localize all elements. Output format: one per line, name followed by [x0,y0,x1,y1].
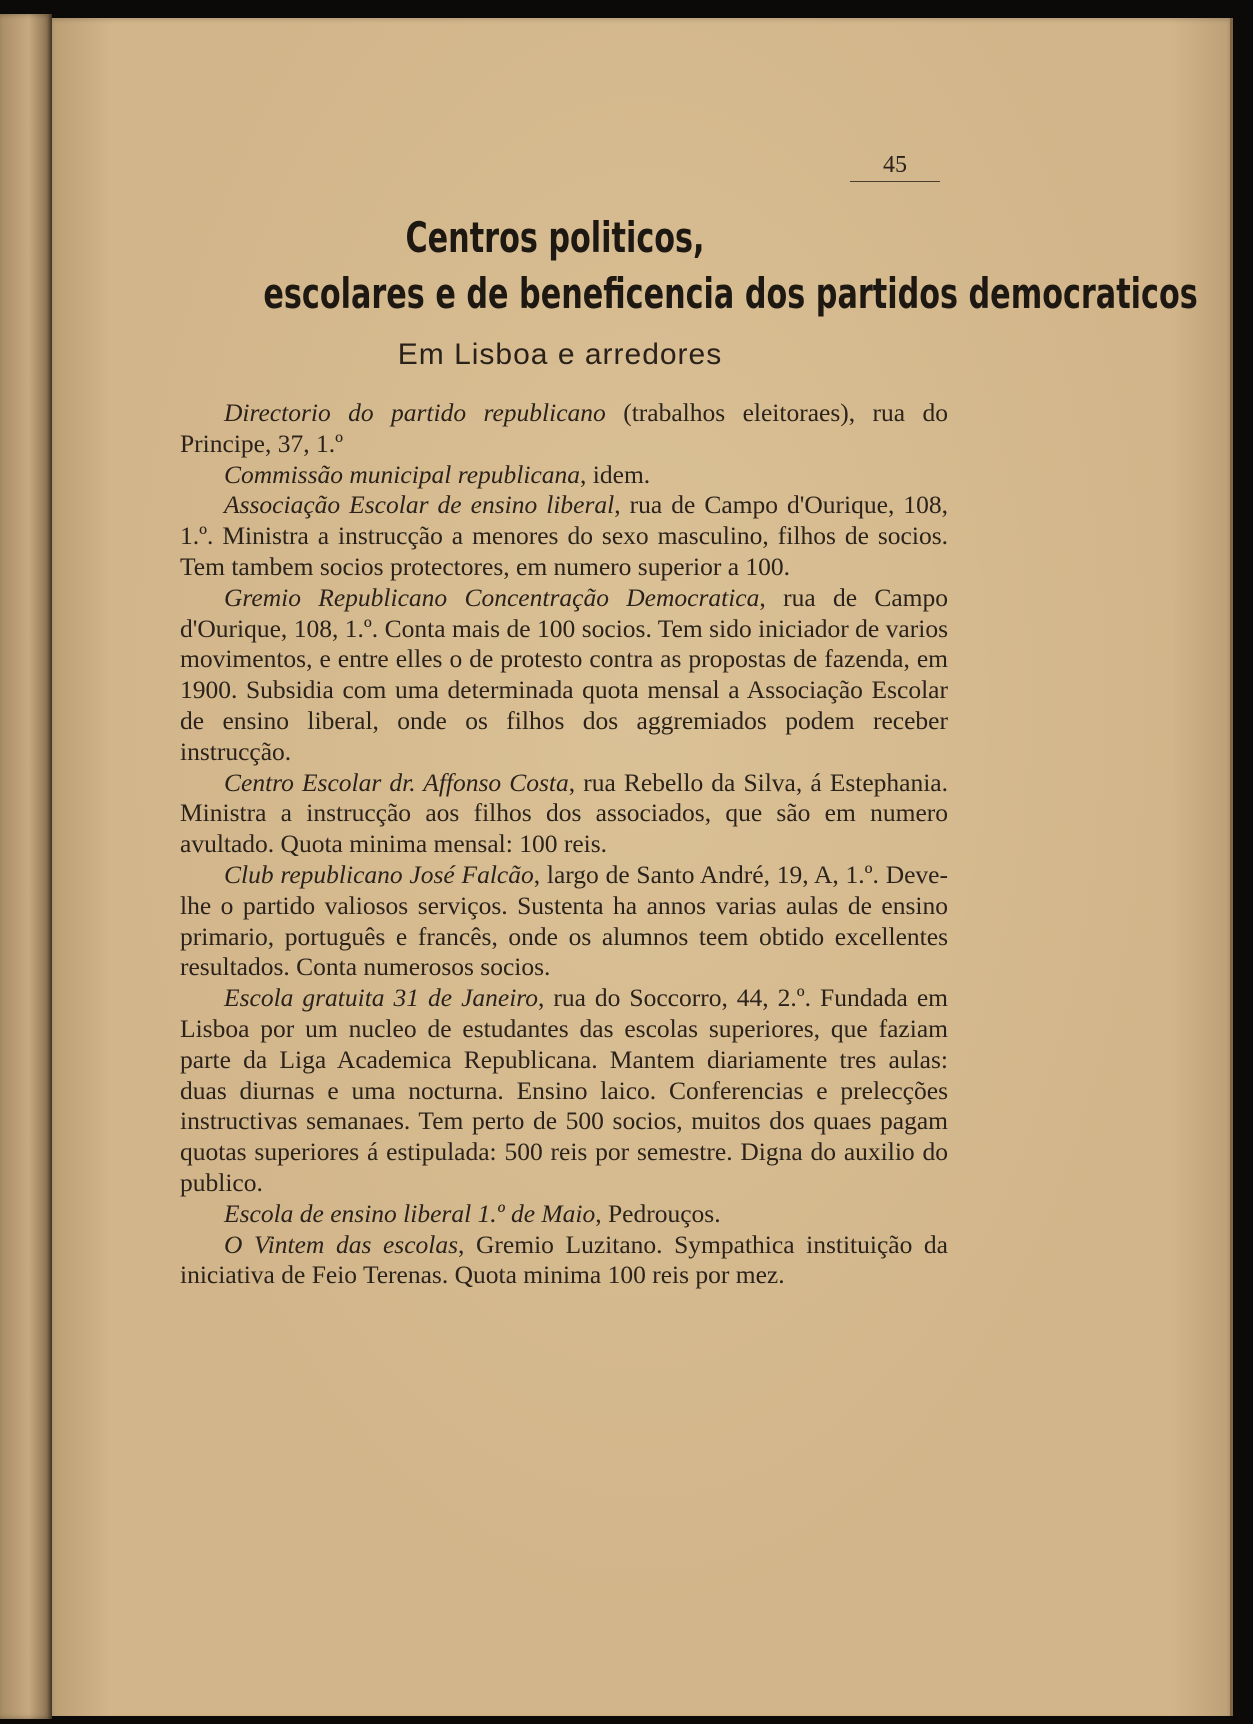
entry-vintem [180,1230,948,1292]
entry-centro-escolar [180,768,948,860]
entry-text: , Gremio Luzitano. Sympathica instituição da iniciativa de Feio Terenas. Quota minima 100 reis por mez. [180,1229,949,1290]
entry-text: , rua Rebello da Silva, á Estephania. Ministra a instrucção aos filhos dos associados, que são em numero avultado. Quota minima mensal: 100 reis. [180,767,948,859]
entry-directorio [180,398,948,460]
entry-associacao [180,490,948,582]
entry-text: , largo de Santo André, 19, A, 1.º. Deve-lhe o partido valiosos serviços. Sustenta ha annos varias aulas de ensino primario, português e francês, onde os alumnos teem obtido excellentes resultados. Conta numerosos socios. [180,859,948,982]
entry-text: , rua do Soccorro, 44, 2.º. Fundada em Lisboa por um nucleo de estudantes das escolas superiores, que faziam parte da Liga Academica Republicana. Mantem diariamente tres aulas: duas diurnas e uma nocturna. Ensino laico. Conferencias e prelecções instructivas semanaes. Tem perto de 500 socios, muitos dos quaes pagam quotas superiores á estipulada: 500 reis por semestre. Digna do auxilio do publico. [180,983,948,1197]
entry-name: Escola gratuita 31 de Janeiro [224,983,539,1013]
entry-text: , rua de Campo d'Ourique, 108, 1.º. Conta mais de 100 socios. Tem sido iniciador de varios movimentos, e entre elles o de protesto contra as propostas de fazenda, em 1900. Subsidia com uma determinada quota mensal a Associação Escolar de ensino liberal, onde os filhos dos aggremiados podem receber instrucção. [180,582,948,766]
entry-text: , idem. [580,459,651,489]
page-number: 45 [850,152,940,182]
entry-text: (trabalhos eleitoraes), rua do Principe, 37, 1.º [180,398,948,458]
entry-escola-1-maio [180,1199,948,1230]
entry-name: Centro Escolar dr. Affonso Costa [224,767,569,797]
entry-name: Escola de ensino liberal 1.º de Maio [224,1198,596,1228]
entries-list [180,398,948,1291]
entry-name: Directorio do partido republicano [224,398,606,427]
entry-text: , rua de Campo d'Ourique, 108, 1.º. Ministra a instrucção a menores do sexo masculino, filhos de socios. Tem tambem socios protectores, em numero superior a 100. [180,490,948,581]
entry-name: Club republicano José Falcão [224,859,534,889]
entry-escola-gratuita [180,983,948,1199]
left-page-edge [0,14,52,1719]
entry-name: Associação Escolar de ensino liberal [224,490,615,520]
entry-text: , Pedrouços. [595,1198,721,1228]
entry-gremio [180,583,948,768]
section-subtitle: Em Lisboa e arredores [397,338,723,371]
entry-name: Gremio Republicano Concentração Democratica [224,582,760,612]
title-line-2: escolares e de beneficencia dos partidos democraticos [263,269,1198,318]
entry-name: O Vintem das escolas [224,1229,459,1259]
entry-name: Commissão municipal republicana [224,459,581,489]
page-title [150,210,1198,322]
title-line-1: Centros politicos, [405,213,705,262]
entry-club [180,860,948,983]
entry-commissao [180,460,948,491]
